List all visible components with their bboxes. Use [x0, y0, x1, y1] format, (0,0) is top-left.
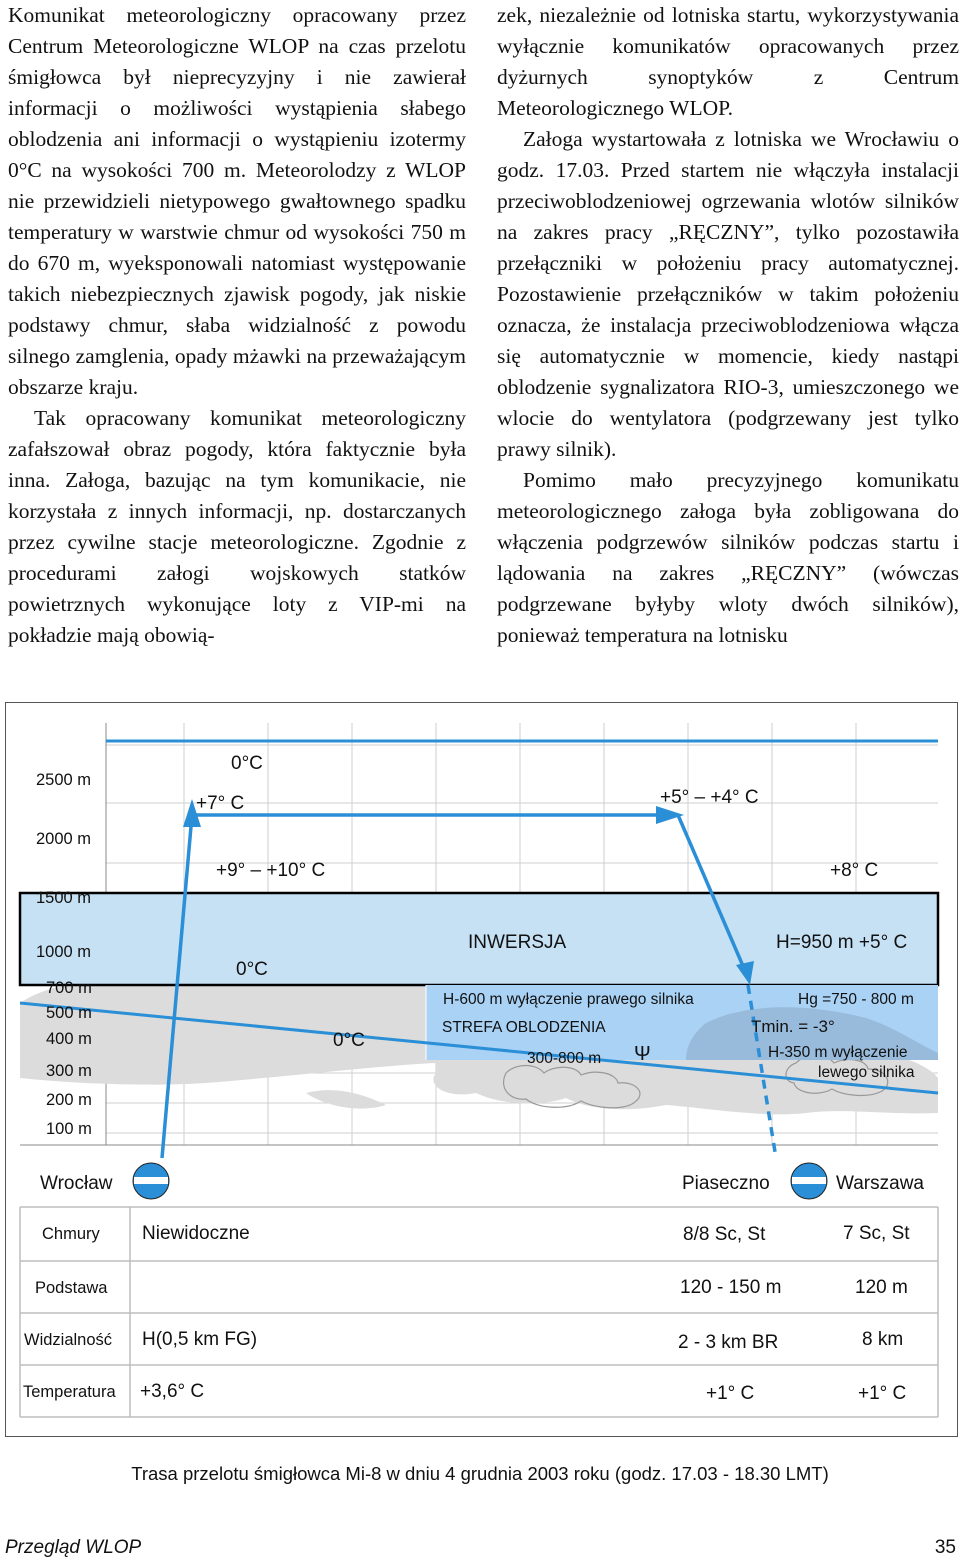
- altitude-label: 500 m: [46, 1004, 92, 1022]
- page-number: 35: [934, 1537, 956, 1558]
- altitude-axis: [36, 771, 92, 1138]
- icing-symbol: Ψ: [634, 1043, 651, 1065]
- article-right-column: [497, 0, 959, 651]
- altitude-label: 2000 m: [36, 830, 92, 848]
- table-row-label: Temperatura: [23, 1383, 116, 1401]
- flight-route-figure: [5, 702, 958, 1437]
- table-cell: +1° C: [706, 1383, 755, 1404]
- station-wroclaw: Wrocław: [40, 1173, 113, 1194]
- altitude-label: 100 m: [46, 1120, 92, 1138]
- station-marker-icon: [791, 1163, 827, 1199]
- paragraph: Tak opracowany komunikat meteorologiczny zafałszował obraz pogody, która faktycznie była inna. Załoga, bazując na tym komunikacie, nie korzystała z innych informacji, np. dostarczanych przez cywilne stacje meteorologiczne. Zgodnie z procedurami załogi wojskowych statków powietrznych wykonujące loty z VIP-mi na pokładzie mają obowią-: [8, 406, 466, 647]
- station-piaseczno: Piaseczno: [682, 1173, 770, 1194]
- table-row-label: Podstawa: [35, 1279, 108, 1297]
- table-cell: 7 Sc, St: [843, 1223, 910, 1244]
- altitude-label: 400 m: [46, 1030, 92, 1048]
- altitude-label: 1500 m: [36, 889, 92, 907]
- table-cell: 120 m: [855, 1277, 908, 1298]
- journal-name: Przegląd WLOP: [5, 1537, 142, 1558]
- icing-zone-label: STREFA OBLODZENIA: [442, 1019, 606, 1036]
- altitude-label: 200 m: [46, 1091, 92, 1109]
- table-row-label: Widzialność: [24, 1331, 113, 1349]
- flight-route-diagram: [6, 703, 959, 1438]
- table-cell: 120 - 150 m: [680, 1277, 782, 1298]
- station-marker-icon: [133, 1163, 169, 1199]
- paragraph: zek, niezależnie od lotniska startu, wykorzystywania wyłącznie komunikatów opracowanych przez dyżurnych synoptyków z Centrum Meteorologicznego WLOP.: [497, 3, 959, 120]
- hg-label: Hg =750 - 800 m: [798, 991, 914, 1008]
- article-left-column: [8, 0, 466, 651]
- paragraph: Komunikat meteorologiczny opracowany przez Centrum Meteorologiczne WLOP na czas przelotu śmigłowca był nieprecyzyjny i nie zawierał informacji o możliwości wystąpienia słabego oblodzenia ani informacji o wystąpieniu izotermy 0°C na wysokości 700 m. Meteorolodzy z WLOP nie przewidzieli nietypowego gwałtownego spadku temperatury w warstwie chmur od wysokości 750 m do 670 m, wyeksponowali natomiast występowanie takich niebezpiecznych zjawisk pogody, jak niskie podstawy chmur, słaba widzialność z powodu silnego zamglenia, opady mżawki na przeważającym obszarze kraju.: [8, 3, 466, 399]
- paragraph: Pomimo mało precyzyjnego komunikatu meteorologicznego załoga była zobligowana do włączenia podgrzewów silników podczas startu i lądowania na zakres „RĘCZNY” (wówczas podgrzewane byłyby wloty dwóch silników), ponieważ temperatura na lotnisku: [497, 468, 959, 647]
- altitude-label: 300 m: [46, 1062, 92, 1080]
- icing-range-label: 300-800 m: [527, 1050, 602, 1067]
- inversion-label: INWERSJA: [468, 932, 567, 953]
- temperature-label: +8° C: [830, 860, 879, 881]
- inversion-top-label: H=950 m +5° C: [776, 932, 908, 953]
- altitude-label: 2500 m: [36, 771, 92, 789]
- table-cell: H(0,5 km FG): [142, 1329, 258, 1350]
- table-cell: 8 km: [862, 1329, 904, 1350]
- table-cell: 2 - 3 km BR: [678, 1332, 779, 1353]
- table-row-label: Chmury: [42, 1225, 100, 1243]
- altitude-label: 1000 m: [36, 943, 92, 961]
- temperature-label: +9° – +10° C: [216, 860, 326, 881]
- table-cell: Niewidoczne: [142, 1223, 250, 1244]
- engine-left-off-label: lewego silnika: [818, 1064, 915, 1081]
- table-cell: +3,6° C: [140, 1381, 205, 1402]
- tmin-label: Tmin. = -3°: [751, 1017, 835, 1036]
- engine-right-off-label: H-600 m wyłączenie prawego silnika: [443, 991, 694, 1008]
- temperature-label: 0°C: [333, 1030, 365, 1051]
- paragraph: Załoga wystartowała z lotniska we Wrocławiu o godz. 17.03. Przed startem nie włączyła instalacji przeciwoblodzeniowej ogrzewania wlotów silników na zakres pracy „RĘCZNY”, tylko pozostawiła przełączniki w położeniu pracy automatycznej. Pozostawienie przełączników w takim położeniu oznacza, że instalacja przeciwoblodzeniowa włącza się automatycznie w momencie, kiedy nastąpi oblodzenie sygnalizatora RIO-3, umieszczonego we wlocie do wentylatora (podgrzewany jest tylko prawy silnik).: [497, 127, 959, 461]
- altitude-label: 700 m: [46, 979, 92, 997]
- temperature-label: +5° – +4° C: [660, 787, 759, 808]
- engine-left-off-label: H-350 m wyłączenie: [768, 1044, 908, 1061]
- table-cell: 8/8 Sc, St: [683, 1224, 766, 1245]
- temperature-label: 0°C: [231, 753, 263, 774]
- station-warszawa: Warszawa: [836, 1173, 924, 1194]
- figure-caption: Trasa przelotu śmigłowca Mi-8 w dniu 4 grudnia 2003 roku (godz. 17.03 - 18.30 LMT): [131, 1463, 829, 1484]
- table-cell: +1° C: [858, 1383, 907, 1404]
- temperature-label: 0°C: [236, 959, 268, 980]
- temperature-label: +7° C: [196, 793, 245, 814]
